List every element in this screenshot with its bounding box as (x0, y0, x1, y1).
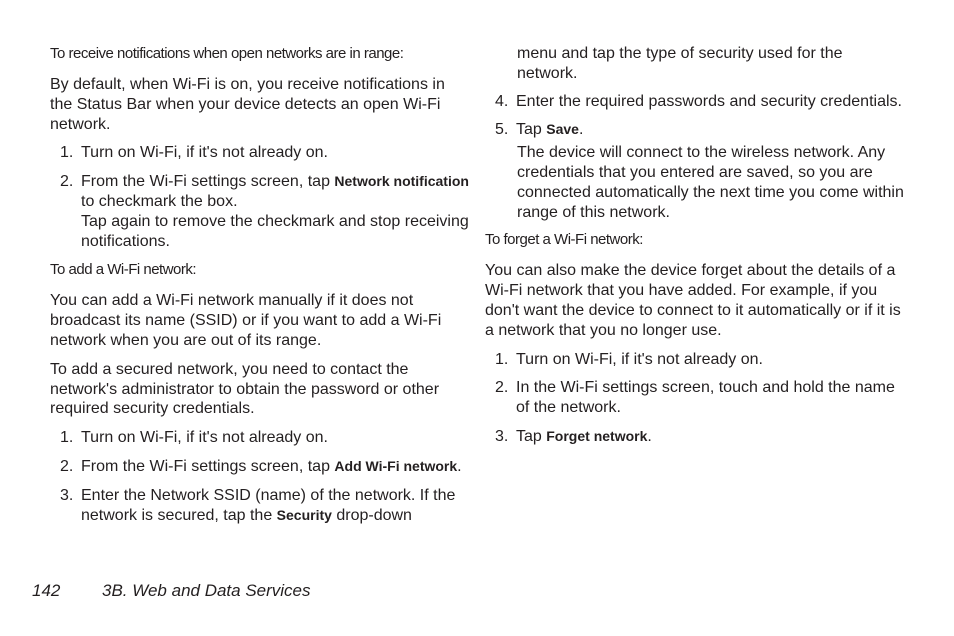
step-number: 1. (60, 429, 74, 447)
step-text: Turn on Wi-Fi, if it's not already on. (516, 350, 763, 368)
list-item (485, 92, 905, 112)
step-number: 1. (60, 144, 74, 162)
notify-heading: To receive notifications when open networks are in range: (50, 45, 404, 62)
forget-heading: To forget a Wi-Fi network: (485, 231, 643, 249)
step-text: From the Wi-Fi settings screen, tap (81, 457, 335, 475)
step-text: Turn on Wi-Fi, if it's not already on. (81, 429, 328, 447)
list-item (50, 486, 470, 526)
add-para-2: To add a secured network, you need to contact the network's administrator to obtain the password or other required security credentials. (50, 360, 440, 418)
forget-para: You can also make the device forget about the details of a Wi-Fi network that you have added. For example, if you don't want the device to connect to it automatically or if it is a network that you no longer use. (485, 262, 901, 339)
step-extra: Tap again to remove the checkmark and stop receiving notifications. (81, 212, 469, 250)
step-text: drop-down (331, 506, 412, 524)
ui-term-security: Security (276, 506, 332, 523)
ui-term-forget-network: Forget network (546, 427, 648, 444)
add-heading: To add a Wi-Fi network: (50, 261, 197, 279)
step-text: Turn on Wi-Fi, if it's not already on. (81, 144, 328, 162)
step-text: From the Wi-Fi settings screen, tap (81, 173, 335, 191)
step-number: 4. (495, 92, 509, 110)
list-item (485, 120, 905, 140)
step-text: Enter the required passwords and security credentials. (516, 92, 902, 110)
section-title: 3B. Web and Data Services (102, 581, 311, 600)
step-note: The device will connect to the wireless network. Any credentials that you entered are saved, so you are connected automatically the next time you come within range of this network. (517, 144, 904, 221)
ui-term-network-notification: Network notification (334, 173, 469, 190)
list-item (50, 172, 470, 251)
step-text: In the Wi-Fi settings screen, touch and hold the name of the network. (516, 379, 895, 417)
list-item (50, 457, 470, 477)
forget-steps (485, 350, 905, 447)
list-item (485, 350, 905, 370)
step-text: Tap (516, 121, 547, 139)
page-number: 142 (32, 581, 61, 600)
step-number: 1. (495, 350, 509, 368)
add-steps (50, 428, 470, 525)
ui-term-add-wifi-network: Add Wi-Fi network (334, 457, 458, 474)
step-number: 3. (60, 486, 74, 504)
step-text: Enter the Network SSID (name) of the network. If the network is secured, tap the (81, 486, 456, 524)
add-steps-continued (485, 92, 905, 141)
list-item (50, 143, 470, 163)
left-column (50, 44, 470, 534)
step-number: 5. (495, 121, 509, 139)
right-column (485, 44, 905, 456)
add-para-1: You can add a Wi-Fi network manually if it does not broadcast its name (SSID) or if you want to add a Wi-Fi network when you are out of its range. (50, 292, 442, 349)
step-text: . (457, 457, 462, 475)
list-item (485, 427, 905, 447)
step-text: . (578, 121, 584, 139)
notify-intro: By default, when Wi-Fi is on, you receive notifications in the Status Bar when your device detects an open Wi-Fi network. (50, 76, 445, 133)
page-footer (32, 581, 311, 601)
step-number: 3. (495, 427, 509, 445)
notify-steps (50, 143, 470, 251)
step-number: 2. (60, 173, 74, 191)
step-text: to checkmark the box. (81, 192, 238, 210)
list-item (50, 428, 470, 448)
list-item (485, 378, 905, 418)
ui-term-save: Save (546, 121, 579, 138)
step-number: 2. (495, 379, 509, 397)
step-continuation: menu and tap the type of security used for the network. (517, 45, 843, 82)
step-text: Tap (516, 427, 547, 445)
step-text: . (647, 427, 652, 445)
step-number: 2. (60, 457, 74, 475)
